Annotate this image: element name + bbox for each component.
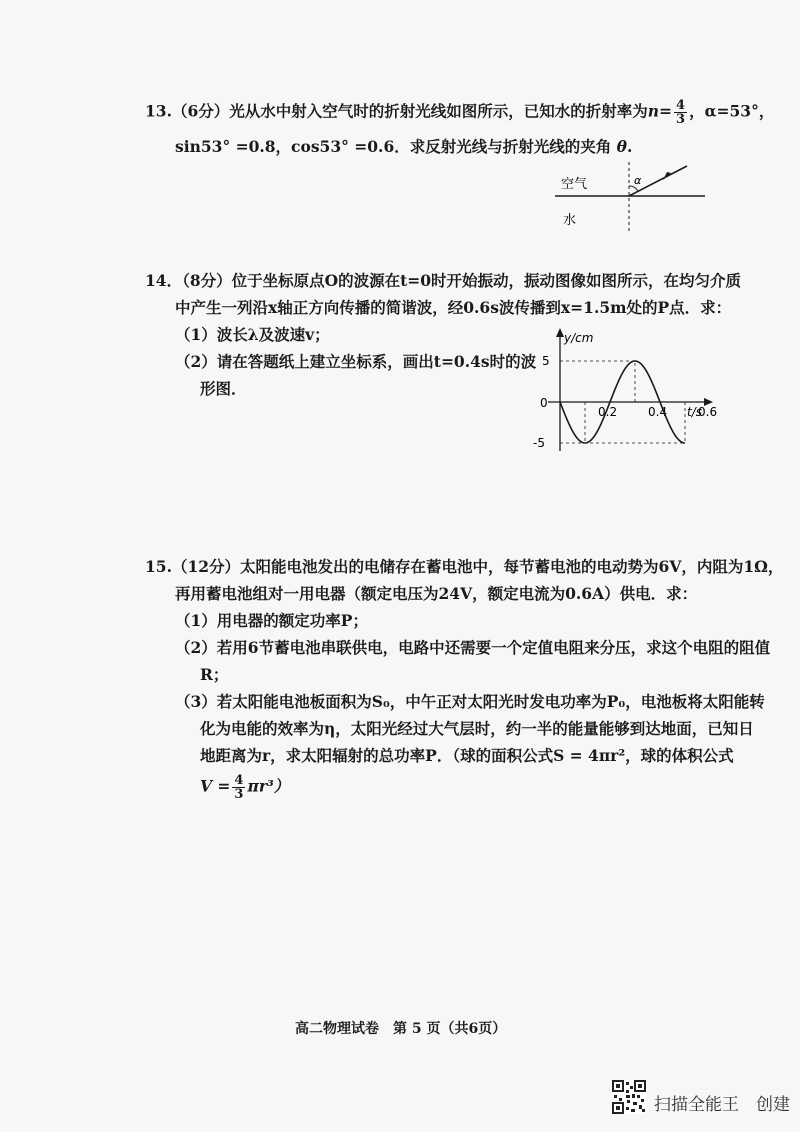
- vibration-graph: [520, 325, 725, 465]
- x-tick-label: 0.4: [648, 405, 668, 419]
- x-axis-label: t/s: [687, 405, 702, 419]
- q14-sub1: （1）波长λ及波速v；: [175, 325, 330, 344]
- q15-v-left: V =: [200, 776, 231, 796]
- q13-eq: =: [659, 101, 673, 121]
- q13-n-num: 4: [676, 98, 686, 113]
- q15-v-right: πr³）: [247, 776, 290, 796]
- ray-arrow: [663, 172, 671, 180]
- q13-head: 13.（6分）光从水中射入空气时的折射光线如图所示，已知水的折射率为: [145, 101, 648, 121]
- q13-n-symbol: n: [647, 101, 660, 121]
- scanner-watermark: 扫描全能王 创建: [654, 1095, 790, 1115]
- q15-sub2b: R；: [200, 665, 229, 684]
- q14-line2: 中产生一列沿x轴正方向传播的简谐波，经0.6s波传播到x=1.5m处的P点．求：: [175, 298, 732, 317]
- q13-theta: θ: [616, 137, 627, 156]
- q15-sub3c: 地距离为r，求太阳辐射的总功率P．（球的面积公式S = 4πr²，球的体积公式: [200, 746, 734, 765]
- y-axis-label: y/cm: [564, 331, 594, 345]
- q15-v-den: 3: [234, 787, 244, 802]
- q13-n-den: 3: [676, 112, 686, 127]
- q15-v-fraction: [232, 774, 245, 801]
- q15-volume-formula: [200, 774, 289, 801]
- q13-line2-text: sin53° =0.8，cos53° =0.6．求反射光线与折射光线的夹角: [175, 137, 612, 156]
- q15-sub3b: 化为电能的效率为η，太阳光经过大气层时，约一半的能量能够到达地面，已知日: [200, 719, 754, 738]
- page-footer: 高二物理试卷 第 5 页（共6页）: [295, 1021, 507, 1037]
- refraction-figure: [545, 160, 715, 235]
- origin-label: 0: [540, 396, 548, 410]
- q14-sub2b: 形图．: [200, 379, 247, 398]
- q15-v-num: 4: [234, 773, 244, 788]
- x-tick-label: 0.2: [598, 405, 618, 419]
- y-axis-arrow: [556, 328, 564, 337]
- fig-alpha: α: [634, 174, 642, 187]
- q15-sub1: （1）用电器的额定功率P；: [175, 611, 368, 630]
- x-tick-label: 0.6: [698, 405, 718, 419]
- q15-line1: 15.（12分）太阳能电池发出的电储存在蓄电池中，每节蓄电池的电动势为6V，内阻为1Ω，: [145, 557, 784, 576]
- qr-code-icon: [612, 1080, 646, 1114]
- fig-water: 水: [563, 213, 577, 228]
- q13-n-fraction: [674, 99, 687, 126]
- q14-line1: 14．（8分）位于坐标原点O的波源在t=0时开始振动，振动图像如图所示，在均匀介质: [145, 271, 742, 290]
- q13-line1: [145, 99, 774, 126]
- q15-sub2a: （2）若用6节蓄电池串联供电，电路中还需要一个定值电阻来分压，求这个电阻的阻值: [175, 638, 771, 657]
- y-tick-label: 5: [542, 354, 550, 368]
- fig-air: 空气: [561, 177, 588, 192]
- q13-period: .: [626, 137, 633, 156]
- q13-line2: [175, 137, 632, 157]
- q15-line2: 再用蓄电池组对一用电器（额定电压为24V，额定电流为0.6A）供电．求：: [175, 584, 698, 603]
- q13-alpha: ，α=53°，: [689, 101, 775, 121]
- q15-sub3a: （3）若太阳能电池板面积为S₀，中午正对太阳光时发电功率为P₀，电池板将太阳能转: [175, 692, 765, 711]
- q14-sub2a: （2）请在答题纸上建立坐标系，画出t=0.4s时的波: [175, 352, 537, 371]
- y-tick-label: -5: [533, 436, 545, 450]
